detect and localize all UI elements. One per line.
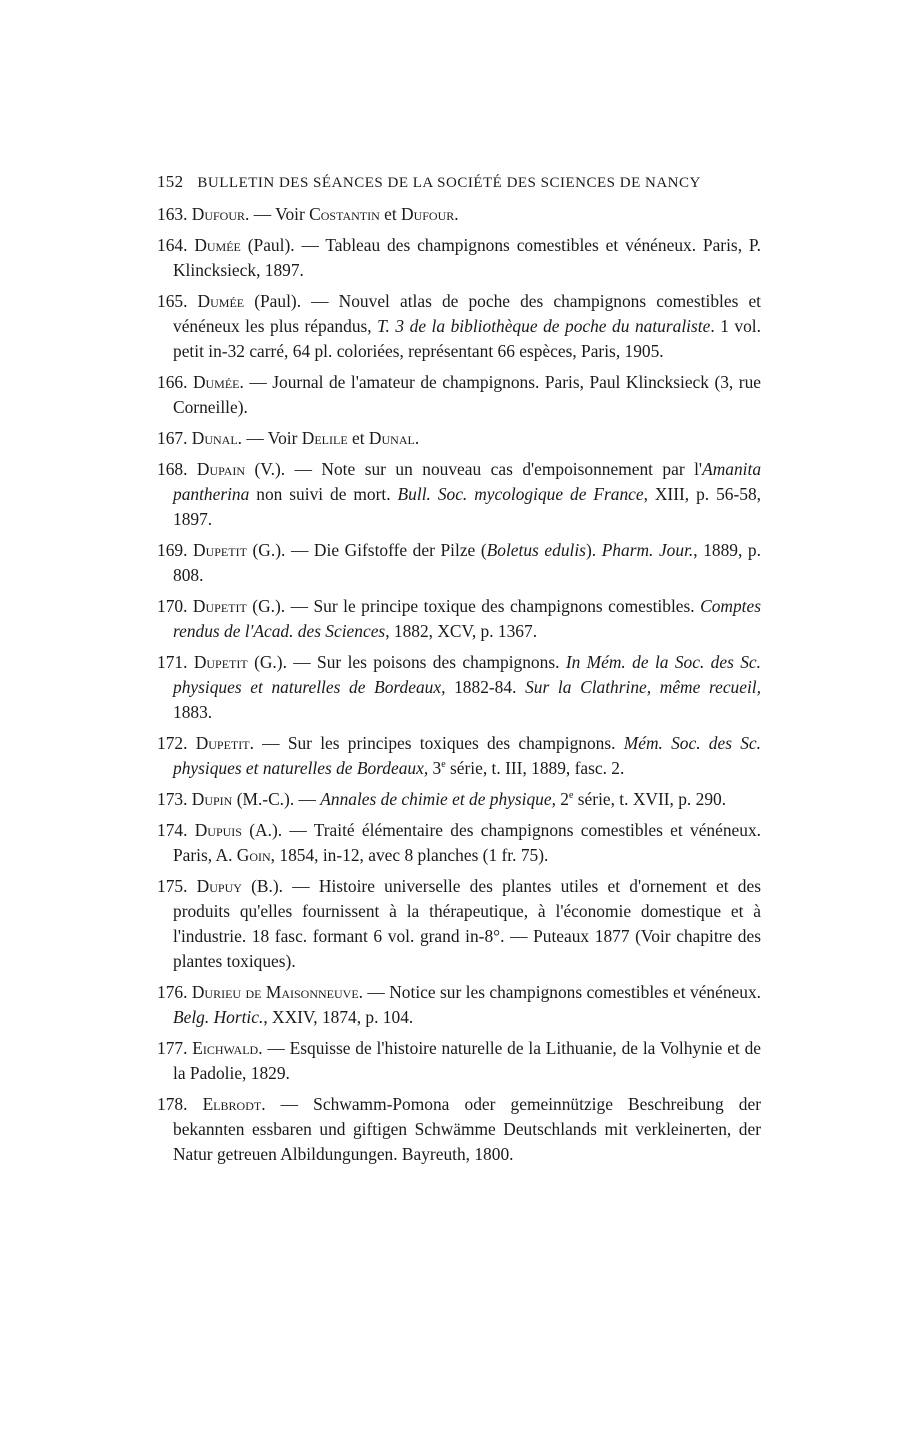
entry-text: 167. (157, 428, 192, 448)
entry-text: . — Schwamm-Pomona oder gemeinnützige Beschreibung der bekannten essbaren und giftigen Schwämme Deutschlands mit verkleinerten, der Natur getreuen Albildungungen. Bayreuth, 1800. (173, 1094, 762, 1164)
entry-text: 178. (157, 1094, 203, 1114)
entry-text: , 1882, XCV, p. 1367. (385, 621, 538, 641)
author-name: Dumée (194, 235, 241, 255)
entry-text: e (441, 759, 446, 771)
entry-text: non suivi de mort. (249, 484, 398, 504)
bibliography-list (157, 202, 761, 1167)
entry-text: 164. (157, 235, 195, 255)
entry-text: (V.). — Note sur un nouveau cas d'empoisonnement par l' (245, 459, 703, 479)
entry-text: . — Notice sur les champignons comestibles et vénéneux. (358, 982, 761, 1002)
italic-title: Mém. Soc. des Sc. physiques et naturelles de Bordeaux, (173, 733, 761, 778)
italic-title: Annales de chimie et de physique, (320, 789, 556, 809)
italic-title: Bull. Soc. mycologique de France (397, 484, 644, 504)
bibliography-entry-165 (157, 289, 761, 364)
entry-text: (A.). — Traité élémentaire des champignons comestibles et vénéneux. Paris, A. (173, 820, 761, 865)
bibliography-entry-170 (157, 594, 761, 644)
entry-text: . (454, 204, 459, 224)
bibliography-entry-176 (157, 980, 761, 1030)
entry-text: 168. (157, 459, 197, 479)
author-name: Dupetit (195, 733, 250, 753)
entry-text: 174. (157, 820, 195, 840)
entry-text: 1883. (173, 702, 213, 722)
author-name: Dumée (192, 372, 240, 392)
entry-text: . 1 vol. petit in-32 carré, 64 pl. coloriées, représentant 66 espèces, Paris, 1905. (173, 316, 761, 361)
italic-title: Boletus edulis (486, 540, 586, 560)
entry-text: . — Voir (237, 428, 302, 448)
author-name: Dupetit (193, 652, 248, 672)
entry-text: 163. (157, 204, 192, 224)
entry-text: et (347, 428, 369, 448)
entry-text: 177. (157, 1038, 193, 1058)
entry-text: (Paul). — Tableau des champignons comestibles et vénéneux. Paris, P. Klincksieck, 1897. (173, 235, 762, 280)
bibliography-entry-177 (157, 1036, 761, 1086)
bibliography-entry-168 (157, 457, 761, 532)
entry-text: , 1854, in-12, avec 8 planches (1 fr. 75). (270, 845, 549, 865)
bibliography-entry-167 (157, 426, 761, 451)
entry-text: 1882-84. (445, 677, 526, 697)
author-name: Dunal (191, 428, 238, 448)
entry-text: . — Voir (245, 204, 310, 224)
entry-text: 169. (157, 540, 194, 560)
italic-title: Amanita pantherina (173, 459, 762, 504)
entry-text: 173. (157, 789, 192, 809)
author-name: Dumée (197, 291, 245, 311)
entry-text: 176. (157, 982, 192, 1002)
author-name: Dupuy (196, 876, 242, 896)
bibliography-entry-175 (157, 874, 761, 974)
bibliography-entry-166 (157, 370, 761, 420)
document-page (157, 172, 761, 1173)
italic-title: Comptes rendus de l'Acad. des Sciences (173, 596, 761, 641)
entry-text: e (568, 790, 574, 802)
author-name: Dufour (191, 204, 246, 224)
entry-text: . (414, 428, 420, 448)
bibliography-entry-174 (157, 818, 761, 868)
bibliography-entry-171 (157, 650, 761, 725)
entry-text: (G.). — Sur les poisons des champignons. (247, 652, 566, 672)
entry-text: (M.-C.). — (232, 789, 321, 809)
entry-text: 170. (157, 596, 193, 616)
entry-text: 3 (428, 758, 442, 778)
author-name: Dupetit (192, 596, 247, 616)
entry-text: 2 (555, 789, 569, 809)
entry-text: , XIII, p. 56-58, 1897. (173, 484, 761, 529)
author-name: Delile (301, 428, 348, 448)
italic-title: Pharm. Jour. (601, 540, 694, 560)
bibliography-entry-169 (157, 538, 761, 588)
author-name: Dupin (191, 789, 233, 809)
entry-text: (Paul). — Nouvel atlas de poche des champignons comestibles et vénéneux les plus répandus, (173, 291, 761, 336)
entry-text: . — Esquisse de l'histoire naturelle de la Lithuanie, de la Volhynie et de la Padolie, 1829. (173, 1038, 761, 1083)
entry-text: 172. (157, 733, 196, 753)
bibliography-entry-173 (157, 787, 761, 812)
italic-title: In Mém. de la Soc. des Sc. physiques et naturelles de Bordeaux, (173, 652, 761, 697)
entry-text: , XXIV, 1874, p. 104. (263, 1007, 414, 1027)
author-name: Elbrodt (202, 1094, 262, 1114)
entry-text: ). (585, 540, 602, 560)
entry-text: série, t. III, 1889, fasc. 2. (445, 758, 625, 778)
author-name: Dupain (196, 459, 246, 479)
author-name: Durieu de Maisonneuve (191, 982, 359, 1002)
italic-title: Sur la Clathrine, même recueil, (525, 677, 761, 697)
entry-text: 165. (157, 291, 198, 311)
entry-text: et (379, 204, 402, 224)
italic-title: T. 3 de la bibliothèque de poche du naturaliste (377, 316, 711, 336)
bibliography-entry-172 (157, 731, 761, 781)
entry-text: , 1889, p. 808. (173, 540, 761, 585)
page-number: 152 (157, 172, 184, 191)
author-name: Dunal (368, 428, 415, 448)
bibliography-entry-164 (157, 233, 761, 283)
entry-text: 175. (157, 876, 197, 896)
entry-text: (G.). — Sur le principe toxique des champignons comestibles. (246, 596, 701, 616)
entry-text: . — Journal de l'amateur de champignons. Paris, Paul Klincksieck (3, rue Corneille). (173, 372, 761, 417)
author-name: Dupetit (193, 540, 247, 560)
italic-title: Belg. Hortic. (173, 1007, 264, 1027)
entry-text: 171. (157, 652, 194, 672)
author-name: Dupuis (194, 820, 242, 840)
entry-text: série, t. XVII, p. 290. (573, 789, 727, 809)
entry-text: . — Sur les principes toxiques des champignons. (249, 733, 624, 753)
entry-text: (G.). — Die Gifstoffe der Pilze ( (246, 540, 487, 560)
entry-text: 166. (157, 372, 193, 392)
header-title: BULLETIN DES SÉANCES DE LA SOCIÉTÉ DES SCIENCES DE NANCY (197, 175, 701, 191)
author-name: Costantin (309, 204, 380, 224)
author-name: Goin (236, 845, 271, 865)
author-name: Dufour (401, 204, 455, 224)
bibliography-entry-163 (157, 202, 761, 227)
entry-text: (B.). — Histoire universelle des plantes utiles et d'ornement et des produits qu'elles fournissent à la thérapeutique, à l'économie domestique et à l'industrie. 18 fasc. formant 6 vol. grand in-8°. — Puteaux 1877 (Voir chapitre des plantes toxiques). (173, 876, 761, 971)
bibliography-entry-178 (157, 1092, 761, 1167)
author-name: Eichwald (192, 1038, 259, 1058)
running-header (157, 172, 761, 192)
